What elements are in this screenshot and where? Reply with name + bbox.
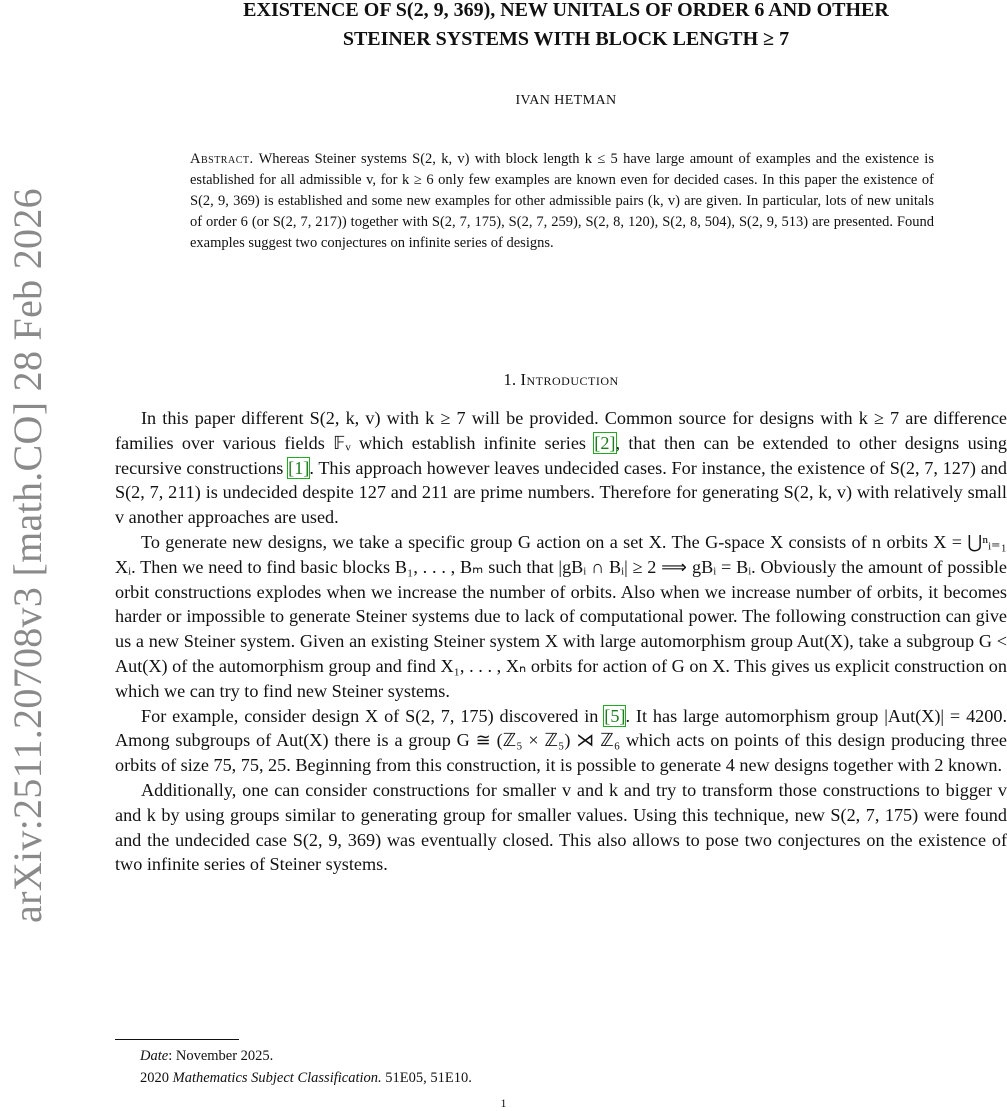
arxiv-identifier-stamp	[0, 160, 54, 950]
author-name: IVAN HETMAN	[515, 93, 617, 108]
section-number: 1.	[503, 370, 517, 389]
citation-link-2[interactable]: [2]	[594, 432, 616, 453]
paragraph-1-text-a: In this paper different S(2, k, v) with k ≥ 7 will be provided. Common source for designs with k ≥ 7 are difference families over various fields 𝔽ᵥ which establish infinite series	[115, 408, 1007, 453]
arxiv-stamp-text: arXiv:2511.20708v3 [math.CO] 28 Feb 2026	[4, 187, 50, 923]
paper-title	[150, 0, 982, 54]
title-line-2: STEINER SYSTEMS WITH BLOCK LENGTH ≥ 7	[342, 28, 790, 50]
paragraph-4: Additionally, one can consider constructions for smaller v and k and try to transform those constructions to bigger v and k by using groups similar to generating group for smaller values. Using this technique, new S(2, 7, 175) were found and the undecided case S(2, 9, 369) was eventually closed. This also allows to pose two conjectures on the existence of two infinite series of Steiner systems.	[115, 779, 1007, 875]
paragraph-3	[115, 704, 1007, 778]
section-heading	[115, 370, 1007, 390]
paragraph-3-text-b: . It has large automorphism group |Aut(X)| = 4200. Among subgroups of Aut(X) there is a group G ≅ (ℤ₅ × ℤ₅) ⋊ ℤ₆ which acts on points of this design producing three orbits of size 75, 75, 25. Beginning from this construction, it is possible to generate 4 new designs together with 2 known.	[115, 705, 1007, 776]
abstract-label: Abstract.	[190, 151, 254, 167]
date-label: Date	[140, 1048, 169, 1064]
title-line-1: EXISTENCE OF S(2, 9, 369), NEW UNITALS OF ORDER 6 AND OTHER	[243, 0, 889, 21]
abstract-text: Whereas Steiner systems S(2, k, v) with block length k ≤ 5 have large amount of examples and the existence is established for all admissible v, for k ≥ 6 only few examples are known even for decided cases. In this paper the existence of S(2, 9, 369) is established and some new examples for other admissible pairs (k, v) are given. In particular, lots of new unitals of order 6 (or S(2, 7, 217)) together with S(2, 7, 175), S(2, 7, 259), S(2, 8, 120), S(2, 8, 504), S(2, 9, 513) are presented. Found examples suggest two conjectures on infinite series of designs.	[190, 151, 934, 251]
section-body	[115, 406, 1007, 877]
section-name: Introduction	[520, 370, 619, 389]
paragraph-1	[115, 406, 1007, 530]
page-number: 1	[500, 1096, 507, 1110]
footnote-date	[140, 1048, 273, 1065]
citation-link-5[interactable]: [5]	[604, 705, 626, 726]
msc-codes: 51E05, 51E10.	[381, 1070, 472, 1086]
footnote-divider	[115, 1039, 239, 1040]
date-value: : November 2025.	[168, 1048, 274, 1064]
citation-link-1[interactable]: [1]	[288, 457, 310, 478]
paragraph-2: To generate new designs, we take a specific group G action on a set X. The G-space X consists of n orbits X = ⋃ⁿᵢ₌₁ Xᵢ. Then we need to find basic blocks B₁, . . . , Bₘ such that |gBᵢ ∩ Bᵢ| ≥ 2 ⟹ gBᵢ = Bᵢ. Obviously the amount of possible orbit constructions explodes when we increase the number of orbits. Also when we increase number of orbits, it becomes harder or impossible to generate Steiner systems due to lack of computational power. The following construction can give us a new Steiner system. Given an existing Steiner system X with large automorphism group Aut(X), take a subgroup G < Aut(X) of the automorphism group and find X₁, . . . , Xₙ orbits for action of G on X. This gives us explicit construction on which we can try to find new Steiner systems.	[115, 531, 1007, 701]
paragraph-1-text-c: . This approach however leaves undecided cases. For instance, the existence of S(2, 7, 127) and S(2, 7, 211) is undecided despite 127 and 211 are prime numbers. Therefore for generating S(2, k, v) with relatively small v another approaches are used.	[115, 457, 1007, 528]
paragraph-3-text-a: For example, consider design X of S(2, 7, 175) discovered in	[141, 705, 605, 726]
msc-year: 2020	[140, 1070, 173, 1086]
paragraph-1-text-b: , that then can be extended to other designs using recursive constructions	[115, 432, 1007, 478]
footnote-msc	[140, 1070, 472, 1087]
msc-label: Mathematics Subject Classification.	[172, 1070, 382, 1086]
abstract	[190, 149, 934, 254]
